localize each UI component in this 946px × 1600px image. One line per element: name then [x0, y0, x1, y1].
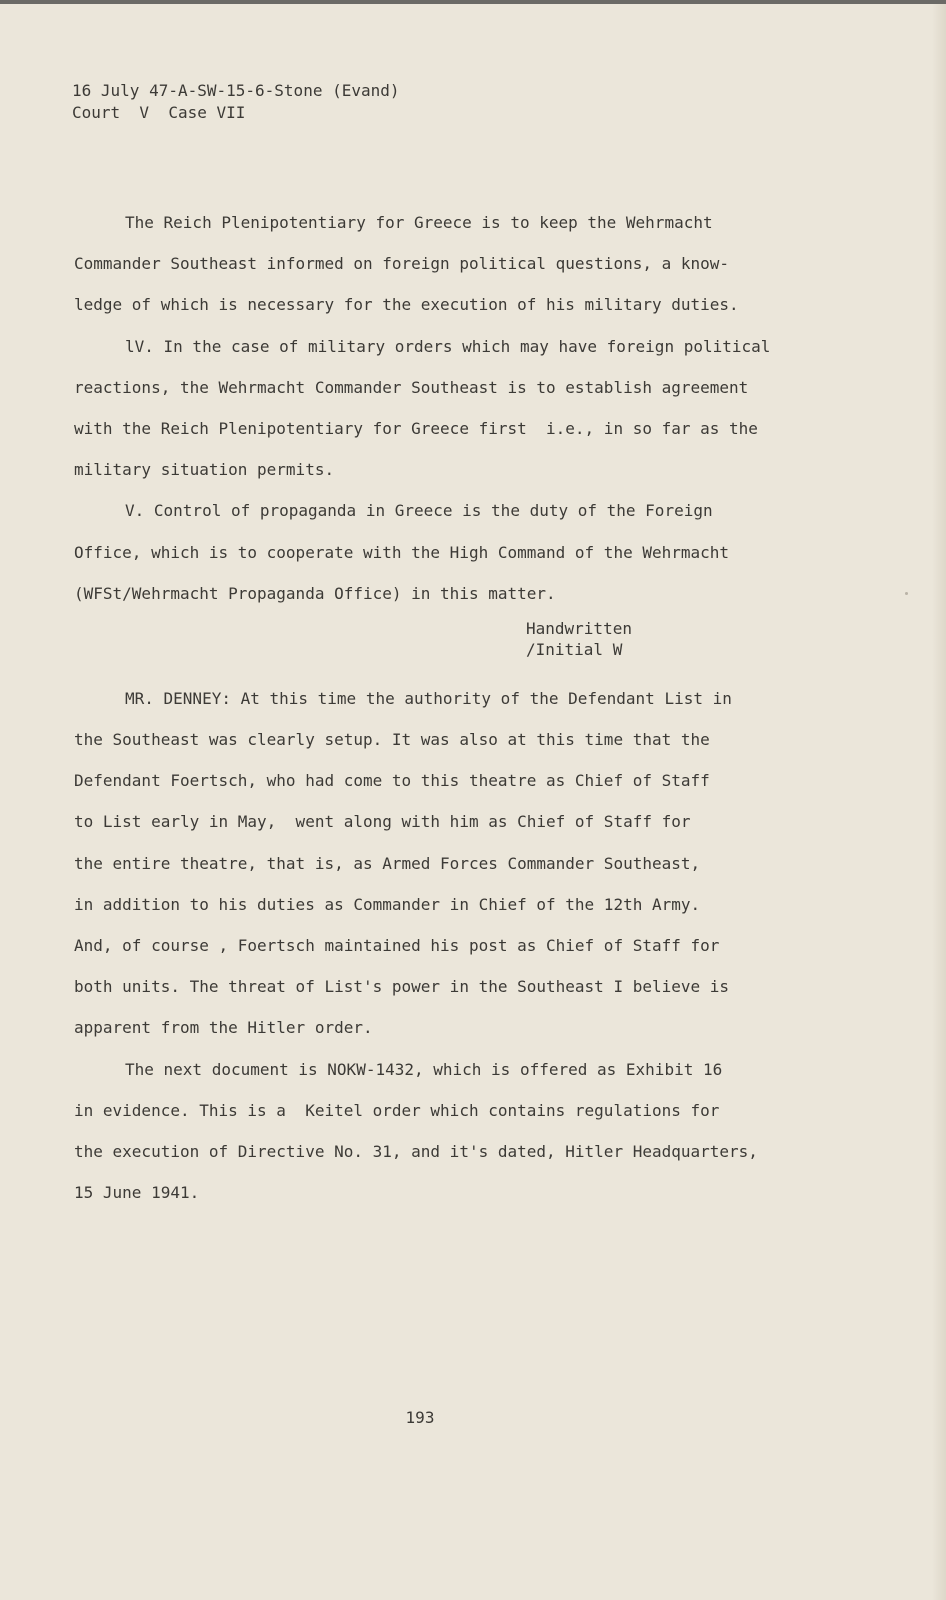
text-line: the execution of Directive No. 31, and it's dated, Hitler Headquarters,	[74, 1141, 758, 1161]
header-reference-line: 16 July 47-A-SW-15-6-Stone (Evand)	[72, 81, 400, 100]
header-court-case-line: Court V Case VII	[72, 103, 246, 122]
text-line: military situation permits.	[74, 460, 335, 480]
text-line: And, of course , Foertsch maintained his post as Chief of Staff for	[74, 936, 720, 955]
text-line: apparent from the Hitler order.	[74, 1018, 373, 1038]
text-line: the entire theatre, that is, as Armed Forces Commander Southeast,	[74, 853, 701, 873]
text-line: MR. DENNEY: At this time the authority of the Defendant List in	[125, 688, 732, 708]
text-line: V. Control of propaganda in Greece is the duty of the Foreign	[125, 501, 713, 521]
text-line: 15 June 1941.	[74, 1183, 200, 1203]
text-line: (WFSt/Wehrmacht Propaganda Office) in this matter.	[74, 583, 556, 603]
text-line: lV. In the case of military orders which may have foreign political	[125, 336, 771, 356]
paper-speck	[905, 592, 908, 595]
page-edge-shadow	[932, 4, 946, 1600]
text-line: with the Reich Plenipotentiary for Greece first i.e., in so far as the	[74, 418, 758, 438]
text-line: The next document is NOKW-1432, which is offered as Exhibit 16	[125, 1059, 723, 1079]
text-line: in addition to his duties as Commander in Chief of the 12th Army.	[74, 894, 701, 914]
text-line: Office, which is to cooperate with the High Command of the Wehrmacht	[74, 542, 730, 562]
text-line: the Southeast was clearly setup. It was also at this time that the	[74, 730, 710, 750]
handwritten-note	[74, 618, 834, 660]
document-header	[72, 80, 400, 124]
text-line: reactions, the Wehrmacht Commander Southeast is to establish agreement	[74, 377, 749, 397]
handwritten-note-initial: /Initial W	[526, 639, 623, 659]
text-line: Commander Southeast informed on foreign political questions, a know-	[74, 254, 730, 274]
document-body	[74, 202, 834, 1213]
text-line: to List early in May, went along with him as Chief of Staff for	[74, 812, 691, 832]
text-line: ledge of which is necessary for the execution of his military duties.	[74, 295, 739, 315]
handwritten-note-label: Handwritten	[526, 618, 632, 638]
text-line: both units. The threat of List's power in the Southeast I believe is	[74, 977, 730, 997]
text-line: The Reich Plenipotentiary for Greece is to keep the Wehrmacht	[125, 213, 713, 232]
text-line: Defendant Foertsch, who had come to this theatre as Chief of Staff	[74, 771, 710, 791]
text-line: in evidence. This is a Keitel order which contains regulations for	[74, 1100, 720, 1120]
document-page	[0, 4, 946, 1600]
page-number: 193	[405, 1408, 435, 1427]
